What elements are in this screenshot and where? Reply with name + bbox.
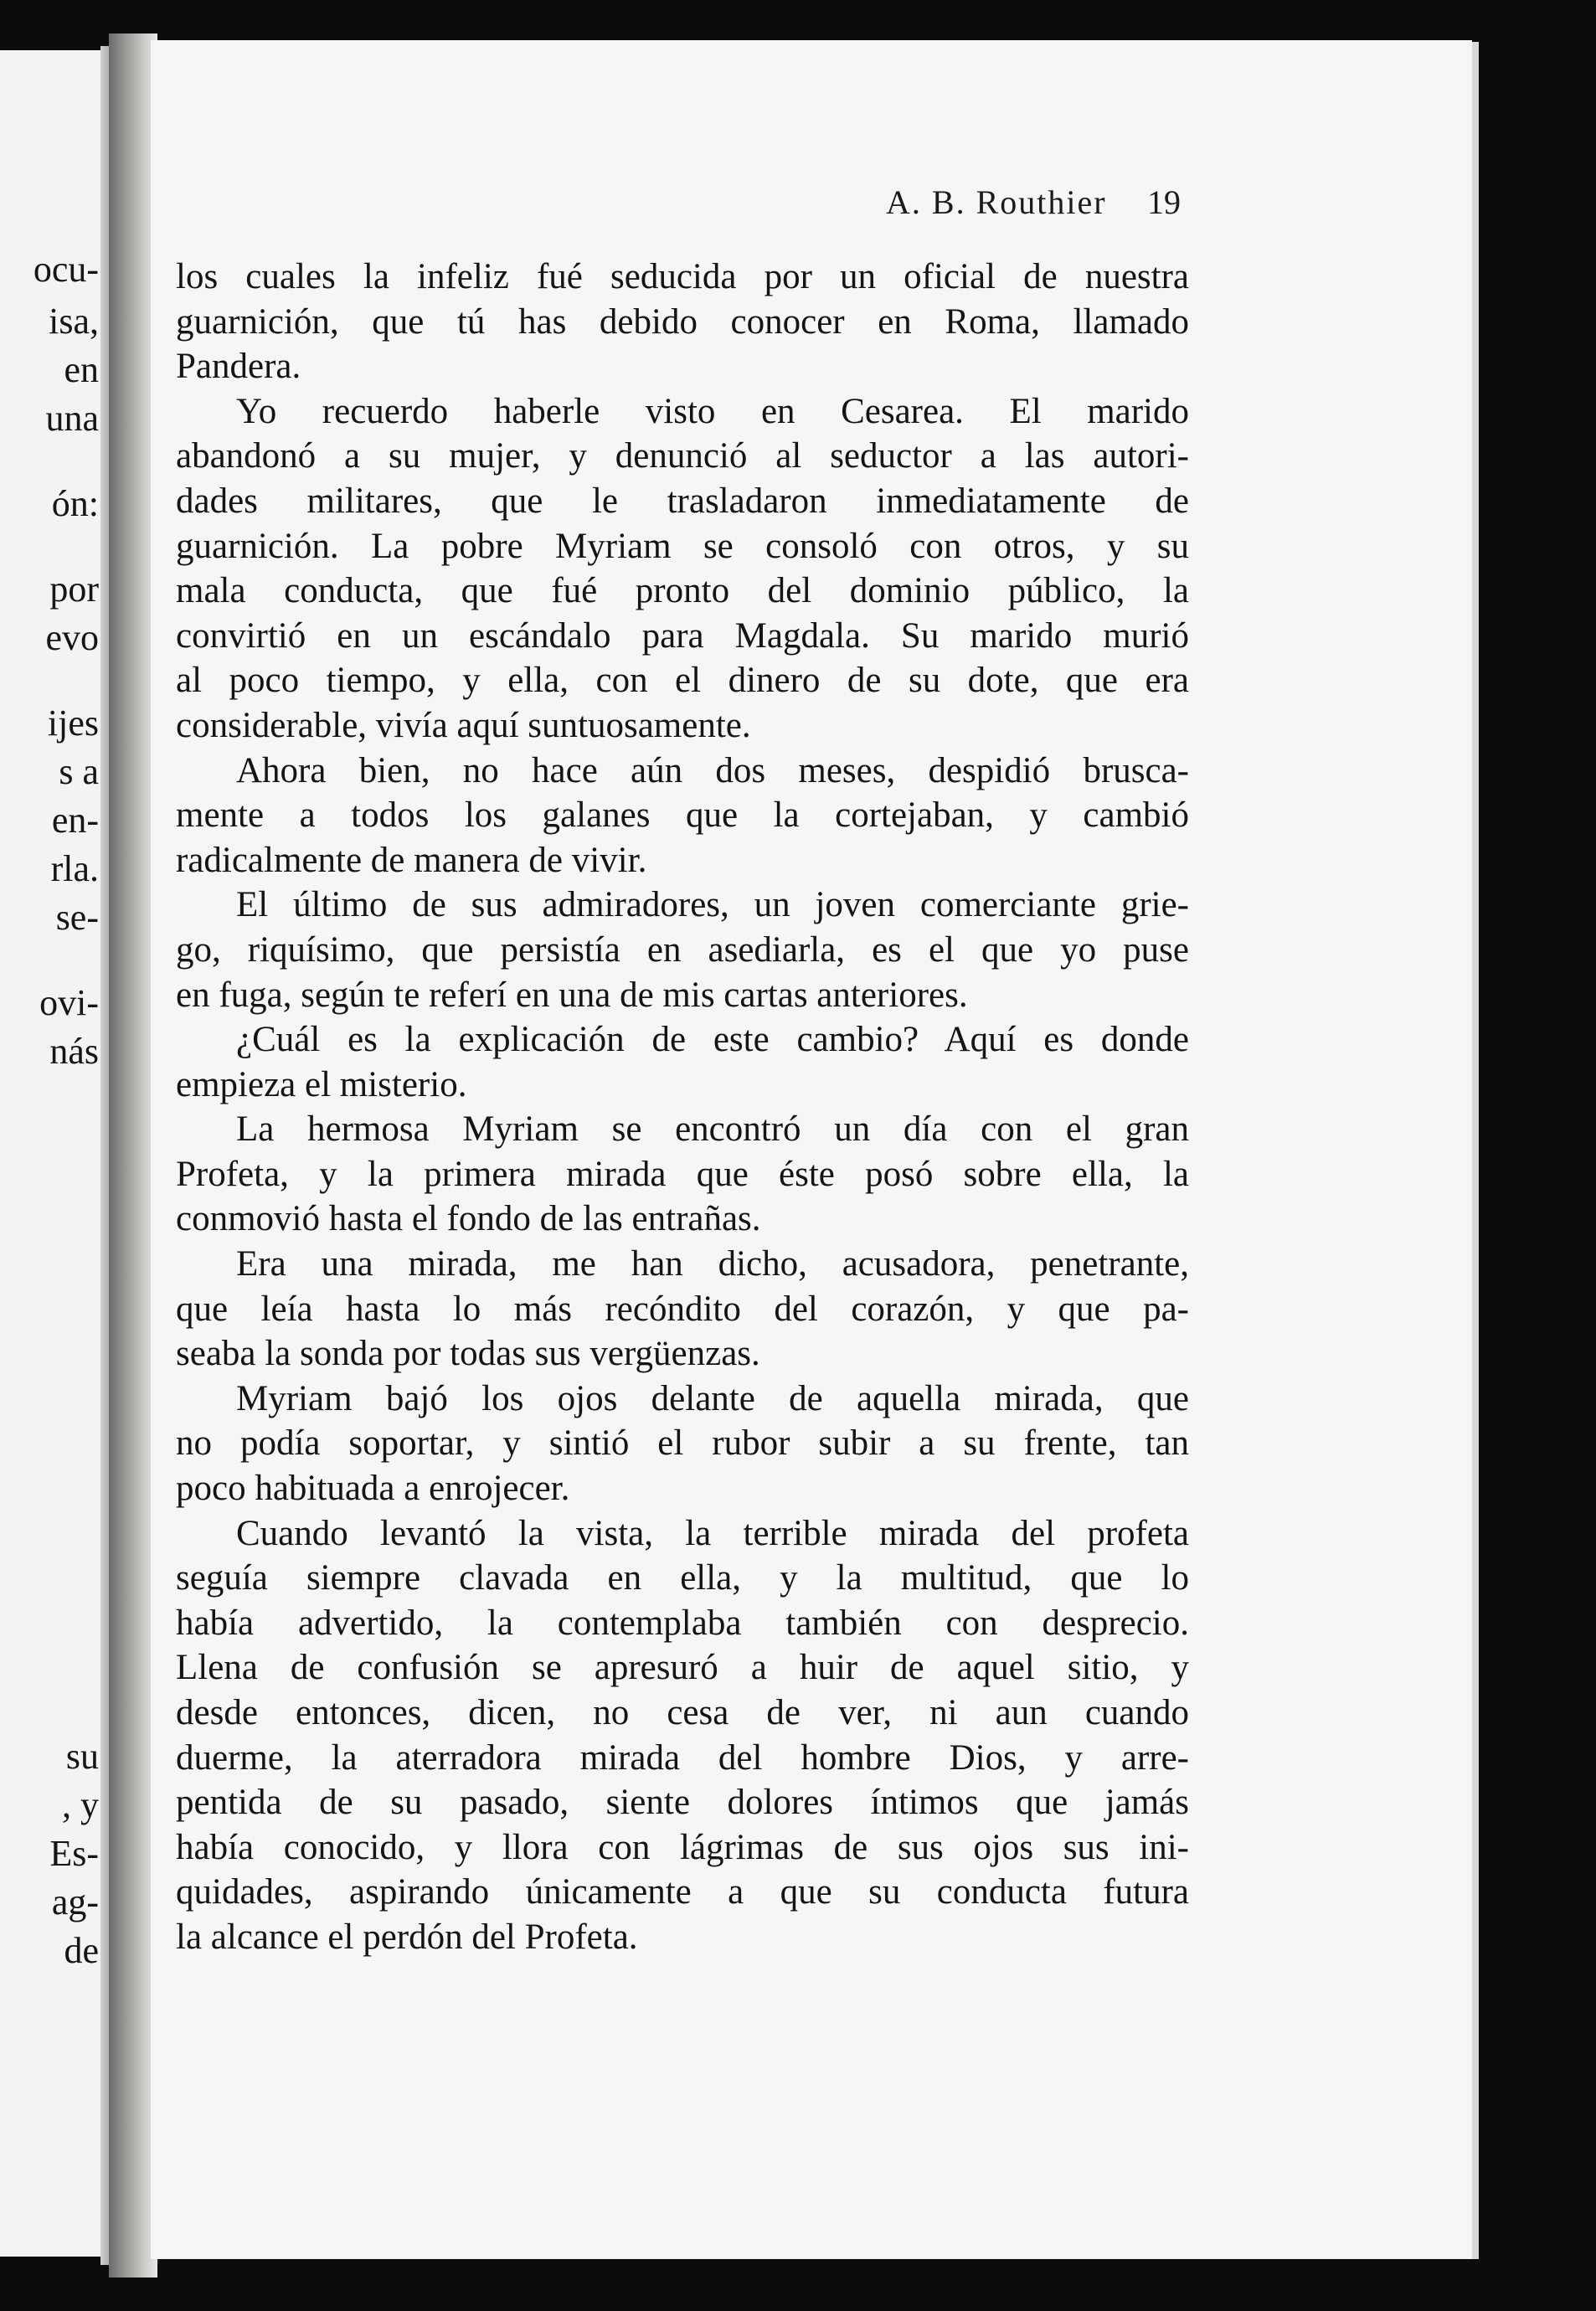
left-page-fragment: en: [64, 349, 99, 390]
text-line: conmovió hasta el fondo de las entrañas.: [176, 1199, 761, 1239]
left-page-fragment: ón:: [51, 483, 99, 524]
left-page-fragment: ocu-: [33, 249, 99, 290]
text-line: poco habituada a enrojecer.: [176, 1469, 570, 1509]
left-page-fragment: su: [65, 1736, 99, 1777]
page-edge: [1472, 42, 1479, 2259]
text-line: Pandera.: [176, 347, 301, 387]
left-page-fragment: rla.: [50, 848, 99, 889]
text-line: abandonó a su mujer, y denunció al seductor a las autori-: [176, 436, 1189, 476]
text-line: Ahora bien, no hace aún dos meses, despidió brusca-: [236, 750, 1189, 790]
text-line: pentida de su pasado, siente dolores íntimos que jamás: [176, 1783, 1189, 1823]
text-line: convirtió en un escándalo para Magdala. Su marido murió: [176, 615, 1189, 656]
left-page-fragment: de: [64, 1930, 99, 1971]
text-line: La hermosa Myriam se encontró un día con el gran: [236, 1109, 1189, 1150]
text-line: considerable, vivía aquí suntuosamente.: [176, 705, 751, 745]
left-page-fragment: s a: [59, 751, 99, 792]
text-line: Era una mirada, me han dicho, acusadora, penetrante,: [236, 1244, 1189, 1284]
text-line: la alcance el perdón del Profeta.: [176, 1917, 638, 1957]
left-page-fragment: por: [49, 569, 99, 610]
left-page-fragment: nás: [49, 1031, 99, 1072]
text-line: duerme, la aterradora mirada del hombre Dios, y arre-: [176, 1737, 1189, 1778]
text-line: El último de sus admiradores, un joven comerciante grie-: [236, 885, 1189, 925]
text-line: Cuando levantó la vista, la terrible mirada del profeta: [236, 1513, 1189, 1553]
text-line: había conocido, y llora con lágrimas de sus ojos sus ini-: [176, 1827, 1189, 1867]
running-head: A. B. Routhier: [886, 183, 1107, 221]
text-line: guarnición, que tú has debido conocer en Roma, llamado: [176, 301, 1189, 342]
text-line: dades militares, que le trasladaron inmediatamente de: [176, 481, 1189, 521]
text-line: Myriam bajó los ojos delante de aquella mirada, que: [236, 1378, 1189, 1418]
text-line: seaba la sonda por todas sus vergüenzas.: [176, 1334, 760, 1374]
page-number: 19: [1147, 183, 1181, 221]
text-line: seguía siempre clavada en ella, y la multitud, que lo: [176, 1558, 1189, 1598]
text-line: al poco tiempo, y ella, con el dinero de su dote, que era: [176, 661, 1189, 701]
text-line: Llena de confusión se apresuró a huir de aquel sitio, y: [176, 1648, 1189, 1688]
text-line: quidades, aspirando únicamente a que su conducta futura: [176, 1872, 1189, 1912]
text-line: mala conducta, que fué pronto del dominio público, la: [176, 571, 1189, 611]
left-page-fragment: se-: [55, 897, 99, 938]
text-line: que leía hasta lo más recóndito del corazón, y que pa-: [176, 1289, 1189, 1329]
text-line: guarnición. La pobre Myriam se consoló con otros, y su: [176, 526, 1189, 566]
left-page-fragment: ovi-: [39, 982, 99, 1023]
text-line: Yo recuerdo haberle visto en Cesarea. El marido: [236, 391, 1189, 431]
left-page-fragment: Es-: [49, 1833, 99, 1874]
text-line: desde entonces, dicen, no cesa de ver, ni aun cuando: [176, 1693, 1189, 1732]
left-page-fragment: una: [45, 398, 99, 439]
text-line: empieza el misterio.: [176, 1064, 467, 1104]
text-line: ¿Cuál es la explicación de este cambio? Aquí es donde: [236, 1020, 1189, 1060]
left-page-fragment: isa,: [49, 301, 99, 342]
text-line: no podía soportar, y sintió el rubor subir a su frente, tan: [176, 1423, 1189, 1464]
left-page-fragment: , y: [62, 1784, 99, 1825]
text-line: los cuales la infeliz fué seducida por un oficial de nuestra: [176, 257, 1189, 296]
text-line: en fuga, según te referí en una de mis cartas anteriores.: [176, 975, 968, 1015]
body-text: [176, 255, 1189, 1960]
text-line: mente a todos los galanes que la cortejaban, y cambió: [176, 795, 1189, 836]
left-page-fragment: ijes: [47, 703, 99, 744]
text-line: había advertido, la contemplaba también con desprecio.: [176, 1603, 1189, 1643]
text-line: go, riquísimo, que persistía en asediarla, es el que yo puse: [176, 929, 1189, 970]
left-page-fragment: evo: [45, 617, 99, 658]
text-line: Profeta, y la primera mirada que éste posó sobre ella, la: [176, 1154, 1189, 1194]
left-page-fragment: en-: [51, 800, 99, 841]
text-line: radicalmente de manera de vivir.: [176, 840, 647, 880]
left-page-fragment: ag-: [51, 1881, 99, 1922]
